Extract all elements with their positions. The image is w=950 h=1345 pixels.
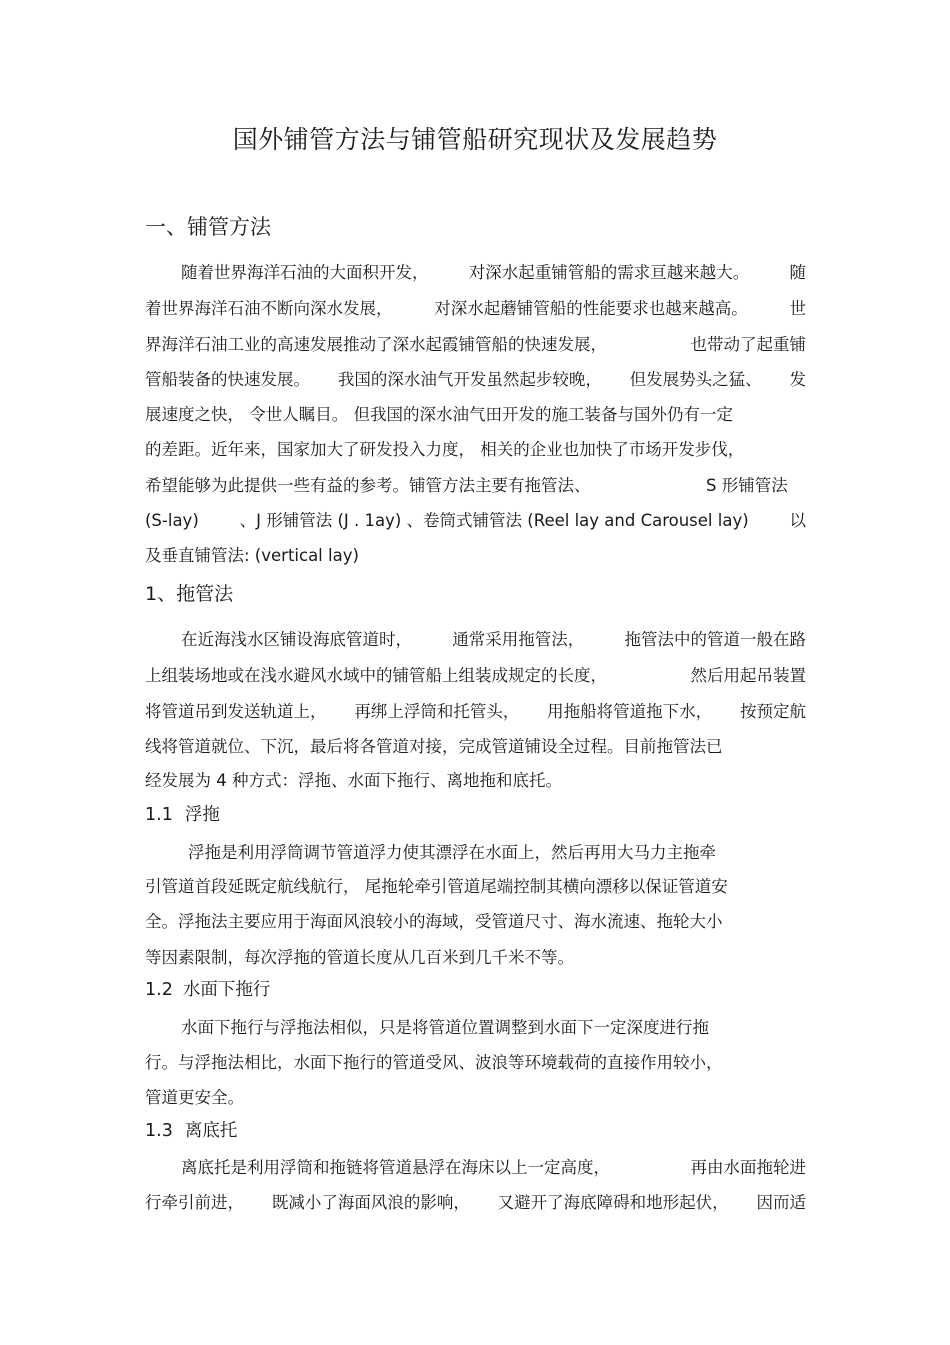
paragraph-line — [706, 473, 788, 499]
text-segment: 以 — [789, 511, 806, 530]
subheading-number: 1.3 — [145, 1121, 173, 1141]
paragraph-line: 水面下拖行与浮拖法相似，只是将管道位置调整到水面下一定深度进行拖 — [181, 1018, 709, 1037]
subheading-float-tow — [145, 802, 220, 828]
text-segment: 然后用起吊装置 — [690, 666, 806, 685]
subheading-label: 离底托 — [184, 1121, 238, 1141]
paragraph-line — [145, 1190, 806, 1216]
paragraph-line — [145, 663, 806, 689]
paragraph-line: 及垂直铺管法: (vertical lay) — [145, 546, 359, 565]
text-segment: 但发展势头之猛、 — [629, 370, 762, 389]
text-segment: 既减小了海面风浪的影响， — [271, 1193, 470, 1212]
subheading-label: 浮拖 — [184, 805, 220, 825]
text-segment: 、J 形铺管法 (J . 1ay) 、卷筒式铺管法 (Reel lay and Carousel lay) — [239, 511, 749, 530]
text-segment: 着世界海洋石油不断向深水发展， — [145, 299, 393, 318]
text-segment: 按预定航 — [739, 702, 806, 721]
paragraph-line: 线将管道就位、下沉，最后将各管道对接，完成管道铺设全过程。目前拖管法已 — [145, 737, 723, 756]
paragraph-line: 等因素限制，每次浮拖的管道长度从几百米到几千米不等。 — [145, 948, 574, 967]
paragraph-line — [145, 699, 806, 725]
section-heading-pipelaying-methods: 一、铺管方法 — [145, 215, 271, 239]
paragraph-line: 浮拖是利用浮筒调节管道浮力使其漂浮在水面上，然后再用大马力主拖牵 — [188, 843, 716, 862]
subheading-off-bottom-tow — [145, 1118, 237, 1144]
paragraph-line — [145, 332, 806, 358]
text-segment: 随 — [789, 263, 806, 282]
paragraph-line: 经发展为 4 种方式：浮拖、水面下拖行、离地拖和底托。 — [145, 771, 562, 790]
text-segment: 发 — [789, 370, 806, 389]
subheading-number: 1.1 — [145, 805, 173, 825]
text-segment: 也带动了起重铺 — [690, 335, 806, 354]
paragraph-line — [145, 508, 806, 534]
text-segment: 行牵引前进， — [145, 1193, 244, 1212]
paragraph-line — [145, 367, 806, 393]
text-segment: 又避开了海底障碍和地形起伏， — [497, 1193, 729, 1212]
paragraph-line: 管道更安全。 — [145, 1088, 244, 1107]
text-segment: 拖管法中的管道一般在路 — [624, 630, 806, 649]
text-segment: 界海洋石油工业的高速发展推动了深水起霞铺管船的快速发展， — [145, 335, 607, 354]
text-segment: 随着世界海洋石油的大面积开发， — [181, 263, 429, 282]
text-segment: 对深水起重铺管船的需求亘越来越大。 — [468, 263, 750, 282]
text-segment: 上组装场地或在浅水避风水域中的铺管船上组装成规定的长度， — [145, 666, 607, 685]
paragraph-line — [181, 627, 806, 653]
paragraph-line — [181, 260, 806, 286]
paragraph-line: 全。浮拖法主要应用于海面风浪较小的海域，受管道尺寸、海水流速、拖轮大小 — [145, 912, 723, 931]
text-segment: 将管道吊到发送轨道上， — [145, 702, 327, 721]
text-segment: 再由水面拖轮进 — [690, 1158, 806, 1177]
paragraph-line: 展速度之快， 令世人瞩目。 但我国的深水油气田开发的施工装备与国外仍有一定 — [145, 405, 733, 424]
text-segment: (S-lay) — [145, 511, 199, 530]
subheading-number: 1.2 — [145, 980, 173, 1000]
paragraph-line — [145, 296, 806, 322]
text-segment: 用拖船将管道拖下水， — [547, 702, 713, 721]
text-segment: 管船装备的快速发展。 — [145, 370, 310, 389]
paragraph-line: 的差距。近年来，国家加大了研发投入力度， 相关的企业也加快了市场开发步伐， — [145, 440, 745, 459]
text-segment: 世 — [789, 299, 806, 318]
text-segment: 再绑上浮筒和托管头， — [354, 702, 520, 721]
text-segment: S 形铺管法 — [706, 476, 788, 495]
subheading-label: 水面下拖行 — [182, 980, 271, 1000]
subsection-heading-towing: 1、拖管法 — [145, 583, 234, 605]
paragraph-line — [181, 1155, 806, 1181]
text-segment: 对深水起蘑铺管船的性能要求也越来越高。 — [434, 299, 748, 318]
text-segment: 离底托是利用浮筒和拖链将管道悬浮在海床以上一定高度， — [181, 1158, 610, 1177]
text-segment: 在近海浅水区铺设海底管道时， — [181, 630, 412, 649]
paragraph-line: 引管道首段延既定航线航行， 尾拖轮牵引管道尾端控制其横向漂移以保证管道安 — [145, 877, 728, 896]
paragraph-line — [145, 473, 591, 499]
subheading-subsurface-tow — [145, 977, 270, 1003]
document-title: 国外铺管方法与铺管船研究现状及发展趋势 — [232, 125, 718, 154]
text-segment: 希望能够为此提供一些有益的参考。铺管方法主要有拖管法、 — [145, 476, 591, 495]
text-segment: 因而适 — [756, 1193, 806, 1212]
paragraph-line: 行。与浮拖法相比，水面下拖行的管道受风、波浪等环境载荷的直接作用较小， — [145, 1053, 723, 1072]
text-segment: 通常采用拖管法， — [452, 630, 585, 649]
text-segment: 我国的深水油气开发虽然起步较晚， — [337, 370, 602, 389]
